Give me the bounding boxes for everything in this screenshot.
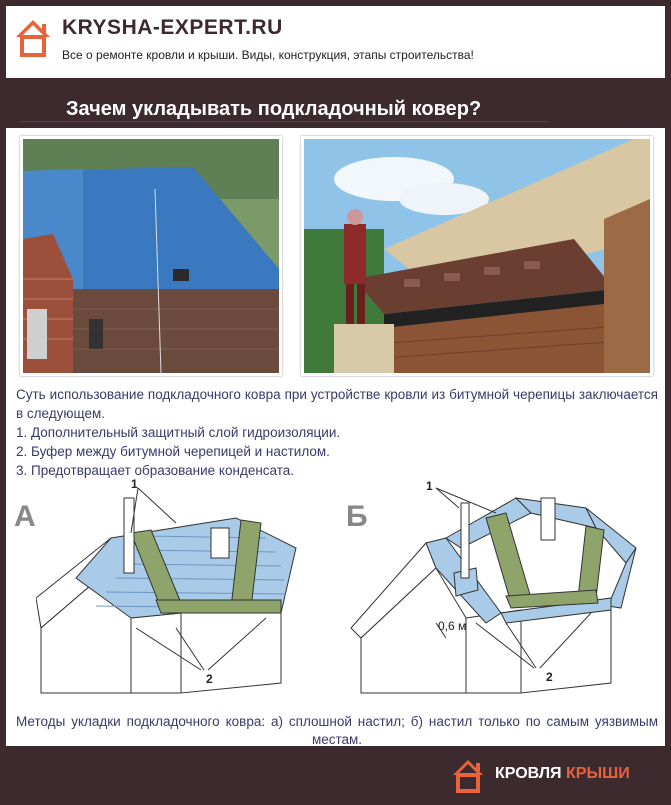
description-point-2: 2. Буфер между битумной черепицей и настилом.	[16, 444, 330, 459]
site-name[interactable]: KRYSHA-EXPERT.RU	[62, 16, 283, 39]
diagram-b-label-1: 1	[426, 479, 433, 493]
diagram-caption: Методы укладки подкладочного ковра: а) сплошной настил; б) настил только по самым уязвимым местам.	[16, 714, 658, 747]
footer-brand-text	[495, 765, 630, 783]
diagram-a-full-underlay	[36, 478, 326, 703]
description	[16, 385, 658, 480]
title-box	[20, 84, 548, 122]
description-point-3: 3. Предотвращает образование конденсата.	[16, 463, 295, 478]
diagram-b-dimension: 0,6 м	[438, 619, 467, 633]
footer-brand[interactable]	[451, 755, 651, 795]
footer-brand-part1: КРОВЛЯ	[495, 765, 562, 782]
diagram-a-label-1: 1	[131, 478, 138, 491]
house-logo-icon	[451, 758, 485, 794]
description-point-1: 1. Дополнительный защитный слой гидроизоляции.	[16, 425, 341, 440]
content-panel	[6, 128, 665, 746]
diagram-a-label-2: 2	[206, 672, 213, 686]
photo-roofer-working	[301, 136, 653, 376]
diagram-b-label-2: 2	[546, 670, 553, 684]
site-header	[0, 0, 671, 78]
diagram-b-letter: Б	[346, 500, 368, 533]
description-intro: Суть использование подкладочного ковра при устройстве кровли из битумной черепицы заключается в следующем.	[16, 387, 658, 421]
photo-roof-underlay	[20, 136, 282, 376]
page-title: Зачем укладывать подкладочный ковер?	[66, 98, 482, 120]
title-band	[0, 78, 671, 128]
diagram-a-letter: А	[14, 500, 36, 533]
diagram-b-partial-underlay	[346, 478, 656, 703]
footer-brand-part2: КРЫШИ	[566, 765, 630, 782]
site-tagline: Все о ремонте кровли и крыши. Виды, конструкция, этапы строительства!	[62, 48, 474, 62]
house-logo-icon	[14, 18, 52, 58]
